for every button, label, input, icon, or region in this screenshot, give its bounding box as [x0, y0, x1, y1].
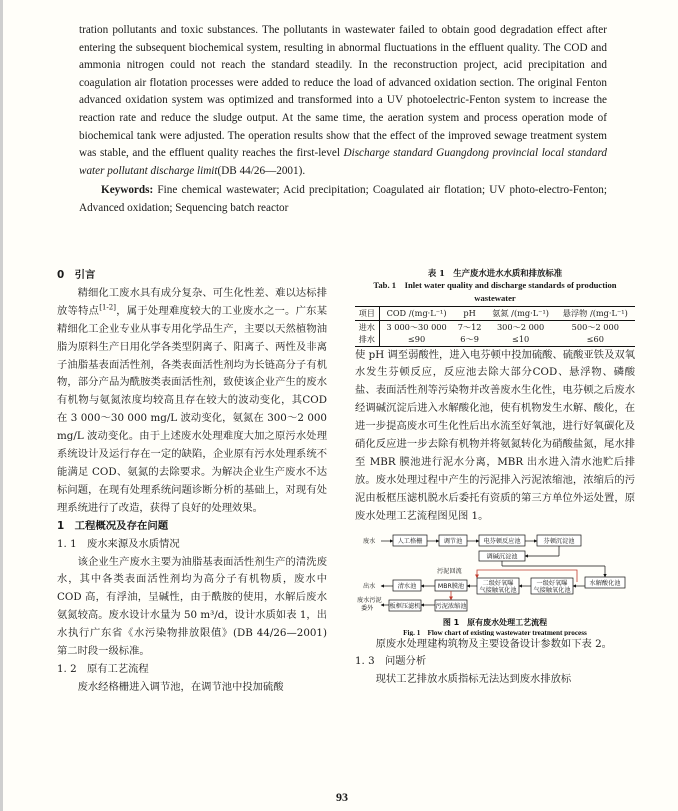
table-header-cell: COD /(mg·L⁻¹) [379, 307, 454, 321]
svg-text:清水池: 清水池 [397, 582, 417, 590]
process-paragraph: 使 pH 调至弱酸性，进入电芬顿中投加硫酸、硫酸亚铁及双氧水发生芬顿反应，反应池去除大部分COD、悬浮物、磷酸盐、表面活性剂等污染物并改善废水生化性，电芬顿之后废水经调碱沉淀后进入水解酸化池，使有机物发生水解、酸化，在进一步提高废水可生化性后出水流至好氧池，进行好氧碳化及硝化反应进一步去除有机物并将氨氮转化为硝酸盐氮，尾水排至 MBR 膜池进行泥水分离，MBR 出水进入清水池贮后排放。废水处理过程中产生的污泥排入污泥浓缩池，浓缩后的污泥由板框压滤机脱水后委托有资质的第三方单位外运处置，原废水处理工艺流程图见图 1。 [355, 348, 635, 522]
abstract-text: tration pollutants and toxic substances. The pollutants in wastewater failed to obtain good degradation effect after entering the subsequent biochemical system, resulting in abnormal fluctuations in the effluent quality. The COD and ammonia nitrogen could not reach the standard steadily. In the reconstruction project, acid precipitation and coagulation air flotation processes were added to reduce the load of advanced oxidation section. The original Fenton advanced oxidation system was optimized and transformed into a UV photoelectric-Fenton system to increase the reaction rate and reduce the sludge output. At the same time, the aeration system and process operation mode of biochemical tank were adjusted. The operation results show that the effect of the improved sewage treatment system was stable, and the effluent quality reaches the first-level Discharge standard Guangdong provincial local standard water pollutant discharge limit(DB 44/26—2001). [79, 24, 607, 177]
standard-title: Discharge standard Guangdong provincial local standard water pollutant discharge limit [79, 147, 607, 177]
intro-paragraph: 精细化工废水具有成分复杂、可生化性差、难以达标排放等特点[1-2]，属于处理难度较大的工业废水之一。广东某精细化工企业专业从事专用化学品生产，主要以天然植物油脂为原料生产日用化学各类型阴离子、阳离子、两性及非离子油脂基表面活性剂，各类表面活性剂均为长链高分子有机物，部分产品为酰胺类表面活性剂，致使该企业产生的废水有机物与氨氮浓度均较高且存在较大的波动变化，其COD在 3 000～30 000 mg/L 波动变化，氨氮在 300～2 000 mg/L 波动变化。由于上述废水处理难度大加之原污水处理系统设计及运行存在一定的缺陷，企业原有污水处理系统不能满足 COD、氨氮的去除要求。为解决企业生产废水不达标问题，在现有处理系统问题诊断分析的基础上，对现有处理系统进行了改造，获得了良好的处理效果。 [57, 286, 328, 514]
node-out-label: 出水 [363, 582, 376, 590]
svg-text:电芬顿反应池: 电芬顿反应池 [483, 537, 521, 545]
flow-diagram [355, 532, 635, 636]
table-header-cell: 氨氮 /(mg·L⁻¹) [486, 307, 556, 321]
table-header-cell: 项目 [355, 307, 379, 321]
right-column [355, 267, 635, 689]
section-1-2-paragraph: 废水经格栅进入调节池，在调节池中投加硫酸 [77, 680, 284, 693]
node-raw-label: 废水 [363, 537, 376, 545]
svg-text:污泥浓缩池: 污泥浓缩池 [435, 602, 467, 610]
left-column [57, 267, 327, 697]
table-row: 排水 ≤90 6～9 ≤10 ≤60 [355, 333, 635, 346]
table-1-caption-cn: 表 1 生产废水进水水质和排放标准 [427, 268, 563, 278]
table-1-caption-en: Tab. 1 Inlet water quality and discharge standards of production wastewater [373, 280, 617, 303]
svg-text:水解酸化池: 水解酸化池 [589, 579, 621, 587]
svg-text:气接触氧化池: 气接触氧化池 [479, 586, 517, 594]
page-number: 93 [336, 790, 348, 804]
table-2-intro: 原废水处理建构筑物及主要设备设计参数如下表 2。 [375, 637, 612, 650]
figure-1 [355, 532, 635, 636]
table-header-cell: pH [454, 307, 486, 321]
svg-text:一级好氧曝: 一级好氧曝 [536, 579, 568, 587]
svg-text:调碱沉淀池: 调碱沉淀池 [486, 553, 518, 561]
svg-text:二级好氧曝: 二级好氧曝 [482, 579, 514, 587]
abstract-block [79, 22, 607, 218]
svg-text:气接触氧化池: 气接触氧化池 [533, 586, 571, 594]
section-intro-heading: 0 引言 [57, 269, 96, 281]
section-1-3-heading: 1. 3 问题分析 [355, 655, 427, 668]
table-1 [355, 306, 635, 347]
svg-text:人工格栅: 人工格栅 [397, 537, 423, 545]
svg-text:板框压滤机: 板框压滤机 [389, 602, 421, 610]
svg-text:委外: 委外 [361, 604, 374, 612]
svg-text:废水污泥: 废水污泥 [357, 596, 382, 604]
svg-text:MBR膜池: MBR膜池 [437, 582, 465, 590]
keywords: Keywords: Fine chemical wastewater; Acid precipitation; Coagulated air flotation; UV photo-electro-Fenton; Advanced oxidation; Sequencing batch reactor [79, 184, 607, 214]
section-1-1-paragraph: 该企业生产废水主要为油脂基表面活性剂生产的清洗废水，其中各类表面活性剂均为高分子有机物质，废水中 COD 高，有浮油，呈碱性，由于酰胺的使用，水解后废水氨氮较高。废水设计水量为 50 m³/d，设计水质如表 1，出水执行广东省《水污染物排放限值》(DB 44/26—2001) 第二时段一级标准。 [57, 555, 327, 658]
figure-1-caption-cn: 图 1 原有废水处理工艺流程 [442, 617, 548, 627]
table-row: 进水 3 000～30 000 7～12 300～2 000 500～2 000 [355, 320, 635, 333]
sludge-return-label: 污泥回流 [437, 567, 462, 575]
table-header-cell: 悬浮物 /(mg·L⁻¹) [556, 307, 635, 321]
svg-text:芬顿沉淀池: 芬顿沉淀池 [543, 537, 575, 545]
svg-text:调节池: 调节池 [443, 537, 463, 545]
section-1-3-paragraph: 现状工艺排放水质指标无法达到废水排放标 [375, 673, 572, 686]
citation-ref: [1-2] [99, 303, 116, 312]
section-1-1-heading: 1. 1 废水来源及水质情况 [57, 537, 180, 550]
section-1-2-heading: 1. 2 原有工艺流程 [57, 662, 149, 675]
section-1-heading: 1 工程概况及存在问题 [57, 519, 169, 532]
figure-1-caption-en: Fig. 1 Flow chart of existing wastewater treatment process [403, 628, 587, 636]
